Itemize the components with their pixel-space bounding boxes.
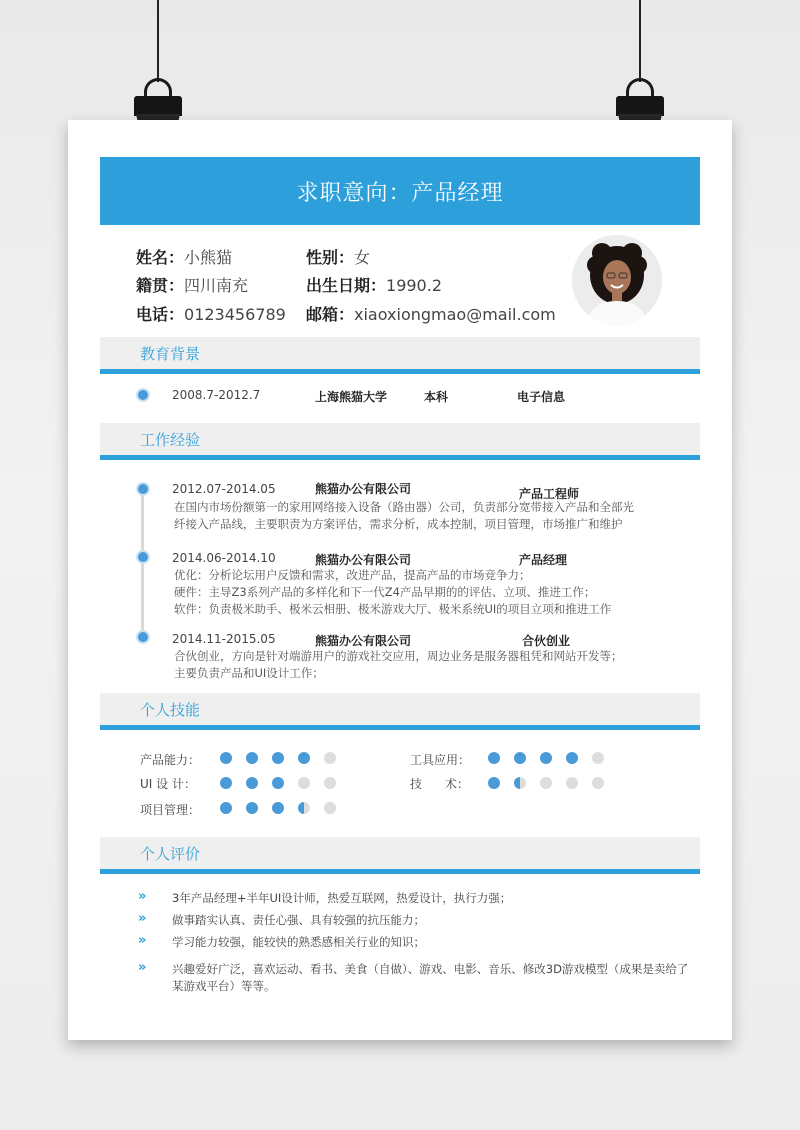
education-major: 电子信息 <box>517 390 566 404</box>
origin-field: 籍贯：四川南充 <box>136 276 249 295</box>
evaluation-list <box>100 875 700 1015</box>
skill-dot-icon <box>540 752 552 764</box>
skill-dot-icon <box>298 752 310 764</box>
section-title: 教育背景 <box>140 345 201 363</box>
chevron-right-icon: » <box>138 933 145 948</box>
work-period: 2014.06-2014.10 <box>172 551 276 565</box>
timeline-line <box>141 483 144 643</box>
skill-label: 工具应用： <box>410 753 471 767</box>
birth-field: 出生日期：1990.2 <box>306 276 442 295</box>
section-title: 个人技能 <box>140 701 201 719</box>
chevron-right-icon: » <box>138 911 145 926</box>
skill-dot-icon <box>514 777 526 789</box>
work-role: 产品工程师 <box>519 487 580 501</box>
work-description: 合伙创业，方向是针对端游用户的游戏社交应用，周边业务是服务器租凭和网站开发等； 主要负责产品和UI设计工作； <box>174 649 623 680</box>
skill-dot-icon <box>592 777 604 789</box>
education-degree: 本科 <box>424 390 449 404</box>
avatar <box>572 235 662 325</box>
skill-dot-icon <box>592 752 604 764</box>
skill-dot-icon <box>220 752 232 764</box>
education-school: 上海熊猫大学 <box>315 390 388 404</box>
skill-dot-icon <box>272 752 284 764</box>
skill-label: 产品能力： <box>140 753 201 767</box>
skill-dot-icon <box>246 802 258 814</box>
work-company: 熊猫办公有限公司 <box>315 634 412 648</box>
timeline-dot-icon <box>138 552 148 562</box>
skill-dot-icon <box>298 777 310 789</box>
skill-dot-icon <box>566 777 578 789</box>
hanging-wire-left <box>157 0 159 82</box>
personal-info <box>100 225 700 337</box>
skill-dot-icon <box>298 802 310 814</box>
skill-dot-icon <box>488 777 500 789</box>
work-role: 产品经理 <box>519 553 568 567</box>
section-education <box>100 337 700 375</box>
name-field: 姓名：小熊猫 <box>136 248 233 267</box>
section-title: 个人评价 <box>140 845 201 863</box>
education-entry <box>100 375 700 423</box>
work-company: 熊猫办公有限公司 <box>315 553 412 567</box>
skill-dot-icon <box>246 777 258 789</box>
list-item: 做事踏实认真、责任心强、具有较强的抗压能力； <box>172 913 425 927</box>
email-field: 邮箱：xiaoxiongmao@mail.com <box>306 305 556 324</box>
resume-paper <box>68 120 732 1040</box>
skill-dot-icon <box>272 777 284 789</box>
skill-dot-icon <box>324 777 336 789</box>
section-skills <box>100 693 700 731</box>
work-period: 2012.07-2014.05 <box>172 482 276 496</box>
skill-label: 技 术： <box>410 777 469 791</box>
timeline-dot-icon <box>138 484 148 494</box>
hanging-wire-right <box>639 0 641 82</box>
skill-dot-icon <box>566 752 578 764</box>
education-period: 2008.7-2012.7 <box>172 388 261 402</box>
phone-field: 电话：0123456789 <box>136 305 286 324</box>
list-item: 学习能力较强，能较快的熟悉感相关行业的知识； <box>172 935 425 949</box>
list-item: 兴趣爱好广泛，喜欢运动、看书、美食（自做）、游戏、电影、音乐、修改3D游戏模型（成果是卖给了某游戏平台）等等。 <box>172 962 689 993</box>
avatar-photo-icon <box>572 235 662 325</box>
work-period: 2014.11-2015.05 <box>172 632 276 646</box>
work-company: 熊猫办公有限公司 <box>315 482 412 496</box>
section-title: 工作经验 <box>140 431 201 449</box>
job-intent-banner <box>100 157 700 225</box>
work-timeline <box>100 461 700 693</box>
gender-field: 性别：女 <box>306 248 371 267</box>
skill-dot-icon <box>220 802 232 814</box>
list-item: 3年产品经理+半年UI设计师，热爱互联网，热爱设计，执行力强； <box>172 891 512 905</box>
skill-dot-icon <box>246 752 258 764</box>
work-role: 合伙创业 <box>522 634 571 648</box>
work-description: 在国内市场份额第一的家用网络接入设备（路由器）公司，负责部分宽带接入产品和全部光 纤接入产品线，主要职责为方案评估，需求分析，成本控制，项目管理，市场推广和维护 <box>174 500 634 531</box>
skill-dot-icon <box>220 777 232 789</box>
chevron-right-icon: » <box>138 960 145 975</box>
timeline-dot-icon <box>138 632 148 642</box>
skills-ratings <box>100 731 700 837</box>
skill-label: 项目管理： <box>140 803 201 817</box>
section-evaluation <box>100 837 700 875</box>
timeline-dot-icon <box>138 390 148 400</box>
skill-dot-icon <box>514 752 526 764</box>
job-intent-title: 求职意向：产品经理 <box>296 180 504 206</box>
skill-label: UI 设 计： <box>140 777 196 791</box>
section-work <box>100 423 700 461</box>
chevron-right-icon: » <box>138 889 145 904</box>
skill-dot-icon <box>272 802 284 814</box>
skill-dot-icon <box>324 802 336 814</box>
work-description: 优化：分析论坛用户反馈和需求，改进产品，提高产品的市场竞争力； 硬件：主导Z3系列产品的多样化和下一代Z4产品早期的的评估、立项、推进工作； 软件：负责极米助手、极米云相册、极米游戏大厅、极米系统UI的项目立项和推进工作 <box>174 568 612 616</box>
skill-dot-icon <box>540 777 552 789</box>
skill-dot-icon <box>488 752 500 764</box>
skill-dot-icon <box>324 752 336 764</box>
